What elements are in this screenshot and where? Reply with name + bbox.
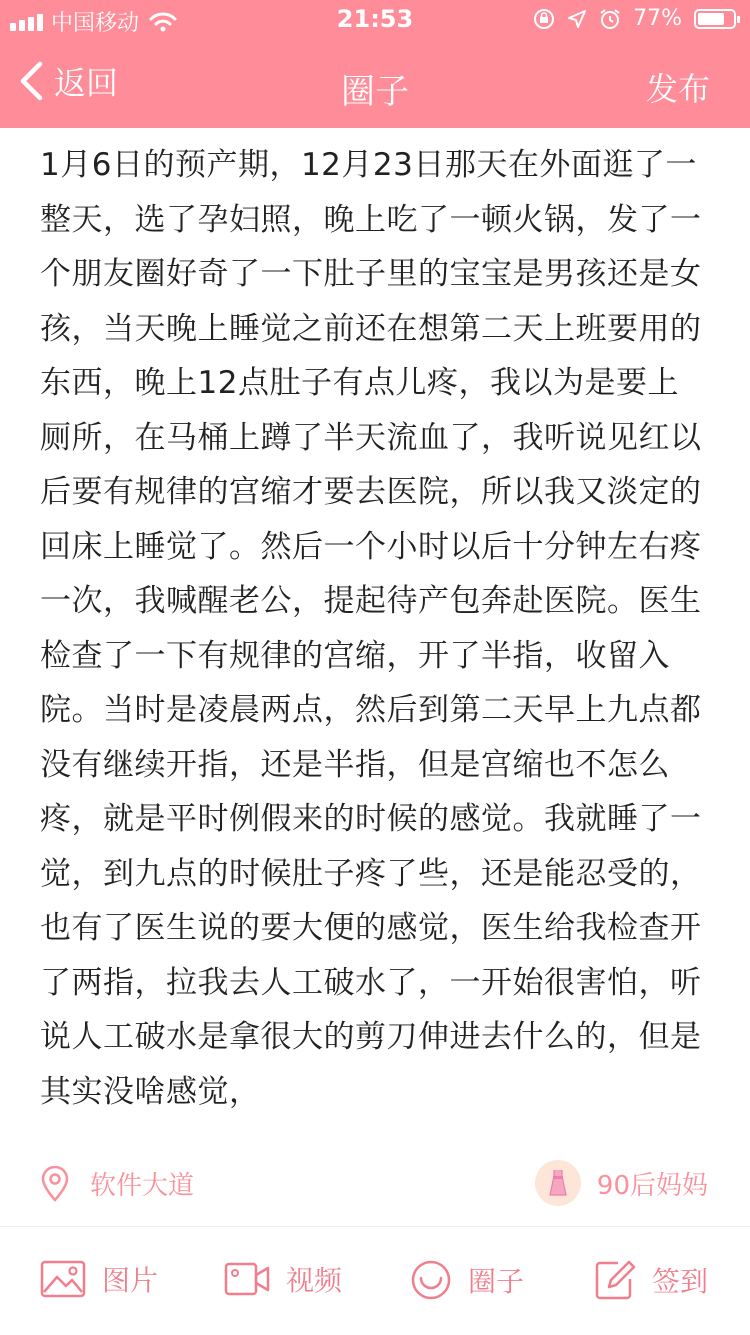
page-title: 圈子 [341,72,409,112]
post-body: 1月6日的预产期，12月23日那天在外面逛了一整天，选了孕妇照，晚上吃了一顿火锅，发了一个朋友圈好奇了一下肚子里的宝宝是男孩还是女孩，当天晚上睡觉之前还在想第二天上班要用的东西，晚上12点肚子有点儿疼，我以为是要上厕所，在马桶上蹲了半天流血了，我听说见红以后要有规律的宫缩才要去医院，所以我又淡定的回床上睡觉了。然后一个小时以后十分钟左右疼一次，我喊醒老公，提起待产包奔赴医院。医生检查了一下有规律的宫缩，开了半指，收留入院。当时是凌晨两点，然后到第二天早上九点都没有继续开指，还是半指，但是宫缩也不怎么疼，就是平时例假来的时候的感觉。我就睡了一觉，到九点的时候肚子疼了些，还是能忍受的，也有了医生说的要大便的感觉，医生给我检查开了两指，拉我去人工破水了，一开始很害怕，听说人工破水是拿很大的剪刀伸进去什么的，但是其实没啥感觉， [40,147,702,1110]
app-header [0,0,750,128]
toolbar-image-button[interactable] [40,1259,158,1299]
toolbar-video-button[interactable] [224,1259,342,1299]
orientation-lock-icon [533,8,555,30]
alarm-icon [599,8,621,30]
bottom-toolbar [0,1226,750,1335]
dress-icon [545,1168,571,1198]
location-label: 软件大道 [90,1171,195,1201]
battery-icon [694,9,736,29]
back-label: 返回 [54,64,119,102]
location-tag[interactable] [40,1165,194,1202]
toolbar-image-label: 图片 [102,1264,159,1297]
publish-button[interactable]: 发布 [645,70,710,108]
battery-level-fill [698,13,724,25]
toolbar-circle-label: 圈子 [468,1265,525,1298]
video-icon [224,1260,270,1298]
post-meta [40,1160,710,1208]
toolbar-circle-button[interactable] [410,1259,524,1301]
location-pin-icon [40,1166,70,1202]
toolbar-checkin-button[interactable] [594,1259,708,1301]
status-bar [0,0,750,40]
nav-bar [0,40,750,128]
status-time: 21:53 [336,5,414,33]
avatar [535,1160,581,1206]
checkin-edit-icon [594,1259,636,1301]
toolbar-checkin-label: 签到 [652,1265,709,1298]
battery-percent: 77% [633,6,682,31]
circle-tag[interactable] [535,1160,708,1206]
image-icon [40,1260,86,1298]
carrier-name: 中国移动 [51,11,140,36]
circle-icon [410,1259,452,1301]
location-arrow-icon [567,9,587,29]
toolbar-video-label: 视频 [286,1264,343,1297]
circle-name: 90后妈妈 [596,1170,708,1201]
